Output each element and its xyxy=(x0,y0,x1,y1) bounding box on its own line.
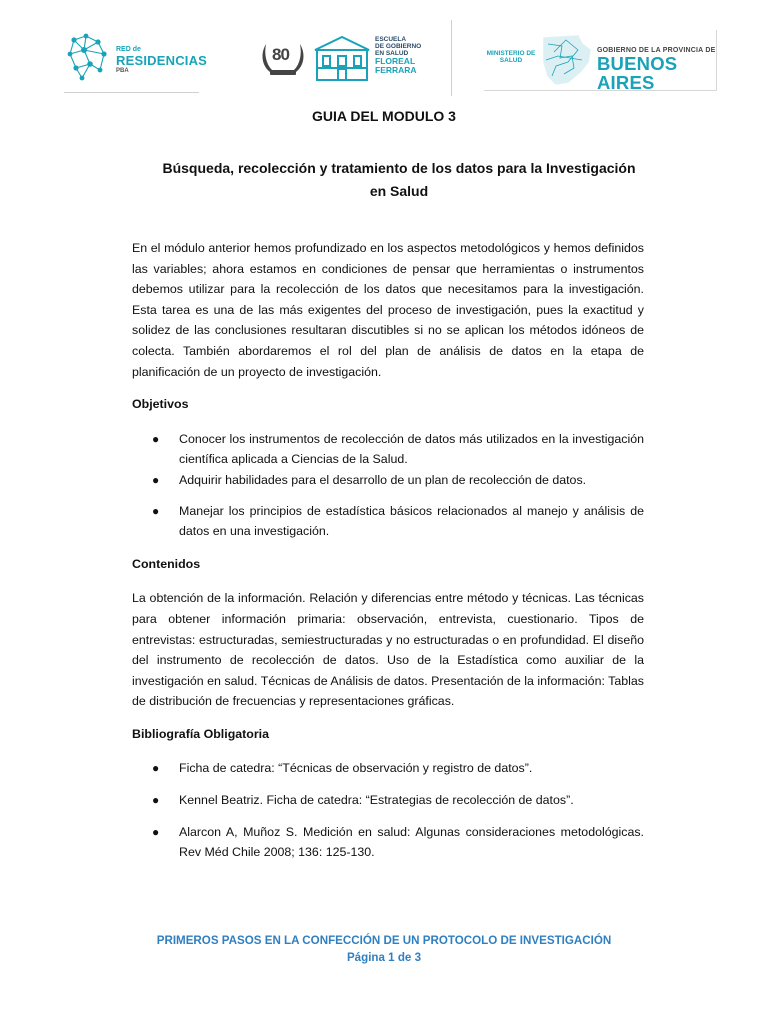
bullet-icon: ● xyxy=(152,431,160,446)
bibliografia-text: Alarcon A, Muñoz S. Medición en salud: Algunas consideraciones metodológicas. Rev Méd Chile 2008; 136: 125-130. xyxy=(179,824,644,860)
ministerio-line-1: MINISTERIO DE xyxy=(486,50,536,57)
bibliografia-heading: Bibliografía Obligatoria xyxy=(132,726,269,741)
escuela-line-2: DE GOBIERNO xyxy=(375,42,422,50)
badge-number: 80 xyxy=(272,45,289,64)
objetivo-text: Manejar los principios de estadística básicos relacionados al manejo y análisis de datos en una investigación. xyxy=(179,503,644,539)
document-title: GUIA DEL MODULO 3 xyxy=(312,108,456,124)
bullet-icon: ● xyxy=(152,824,160,839)
page-number: Página 1 de 3 xyxy=(346,951,422,964)
red-logo-small: RED de xyxy=(116,46,141,53)
gobierno-wordmark xyxy=(597,47,716,92)
contenidos-heading: Contenidos xyxy=(132,556,201,571)
province-map-icon xyxy=(538,32,594,88)
gobierno-buenos-aires-logo xyxy=(484,30,717,91)
ministerio-label xyxy=(484,50,538,64)
anniversary-badge xyxy=(258,36,308,78)
building-icon xyxy=(313,34,371,82)
red-logo-sub: PBA xyxy=(116,68,129,74)
escuela-line-1: ESCUELA xyxy=(375,36,407,43)
objetivos-list xyxy=(132,429,644,542)
escuela-line-5: FERRARA xyxy=(375,65,417,76)
red-residencias-wordmark xyxy=(116,46,207,74)
footer-title: PRIMEROS PASOS EN LA CONFECCIÓN DE UN PROTOCOLO DE INVESTIGACIÓN xyxy=(156,934,612,947)
list-item xyxy=(132,429,644,470)
escuela-floreal-ferrara-logo xyxy=(258,28,438,88)
bullet-icon: ● xyxy=(152,793,160,808)
objetivo-text: Conocer los instrumentos de recolección de datos más utilizados en la investigación científica aplicada a Ciencias de la Salud. xyxy=(179,431,644,467)
list-item xyxy=(132,822,644,863)
red-logo-big: RESIDENCIAS xyxy=(116,53,208,68)
bullet-icon: ● xyxy=(152,761,160,776)
objetivo-text: Adquirir habilidades para el desarrollo de un plan de recolección de datos. xyxy=(179,472,587,487)
bibliografia-list xyxy=(132,758,644,862)
intro-paragraph: En el módulo anterior hemos profundizado en los aspectos metodológicos y hemos definidos las variables; ahora estamos en condiciones de pensar que herramientas o instrumentos debemos utilizar para la recolección de los datos que necesitamos para la investigación. Esta tarea es una de las más exigentes del proceso de investigación, pues la exactitud y solidez de las conclusiones resultaran discutibles si no se aplican los métodos idóneos de colecta. También abordaremos el rol del plan de análisis de datos en la etapa de planificación de un proyecto de investigación. xyxy=(132,241,644,379)
header-divider xyxy=(451,20,452,96)
escuela-wordmark xyxy=(375,37,421,75)
escuela-line-4: FLOREAL xyxy=(375,56,416,67)
bullet-icon: ● xyxy=(152,503,160,518)
ministerio-line-2: SALUD xyxy=(499,57,523,65)
escuela-line-3: EN SALUD xyxy=(375,49,409,57)
subtitle-line-2: en Salud xyxy=(369,183,429,199)
list-item xyxy=(132,470,644,491)
page-footer xyxy=(0,932,768,966)
provincia-label: BUENOS AIRES xyxy=(597,53,678,93)
contenidos-paragraph: La obtención de la información. Relación y diferencias entre método y técnicas. Las técnicas para obtener información primaria: observación, entrevista, cuestionario. Tipos de entrevistas: estructuradas, semiestructuradas y no estructuradas o en profundidad. El diseño del instrumento de recolección de datos. Uso de la Estadística como auxiliar de la investigación en salud. Técnicas de Análisis de datos. Presentación de la información: Tablas de distribución de frecuencias y representaciones gráficas. xyxy=(132,591,644,709)
bibliografia-text: Ficha de catedra: “Técnicas de observación y registro de datos”. xyxy=(179,761,533,776)
network-icon xyxy=(64,32,114,82)
document-subtitle xyxy=(140,157,658,203)
bullet-icon: ● xyxy=(152,472,160,487)
list-item xyxy=(132,790,644,811)
red-residencias-logo xyxy=(64,30,208,93)
list-item xyxy=(132,758,644,779)
objetivos-heading: Objetivos xyxy=(132,397,189,412)
subtitle-line-1: Búsqueda, recolección y tratamiento de los datos para la Investigación xyxy=(162,160,636,176)
bibliografia-text: Kennel Beatriz. Ficha de catedra: “Estrategias de recolección de datos”. xyxy=(179,793,574,808)
page-header xyxy=(0,0,768,100)
gobierno-label: GOBIERNO DE LA PROVINCIA DE xyxy=(597,47,716,54)
document-body xyxy=(132,238,644,874)
list-item xyxy=(132,501,644,542)
